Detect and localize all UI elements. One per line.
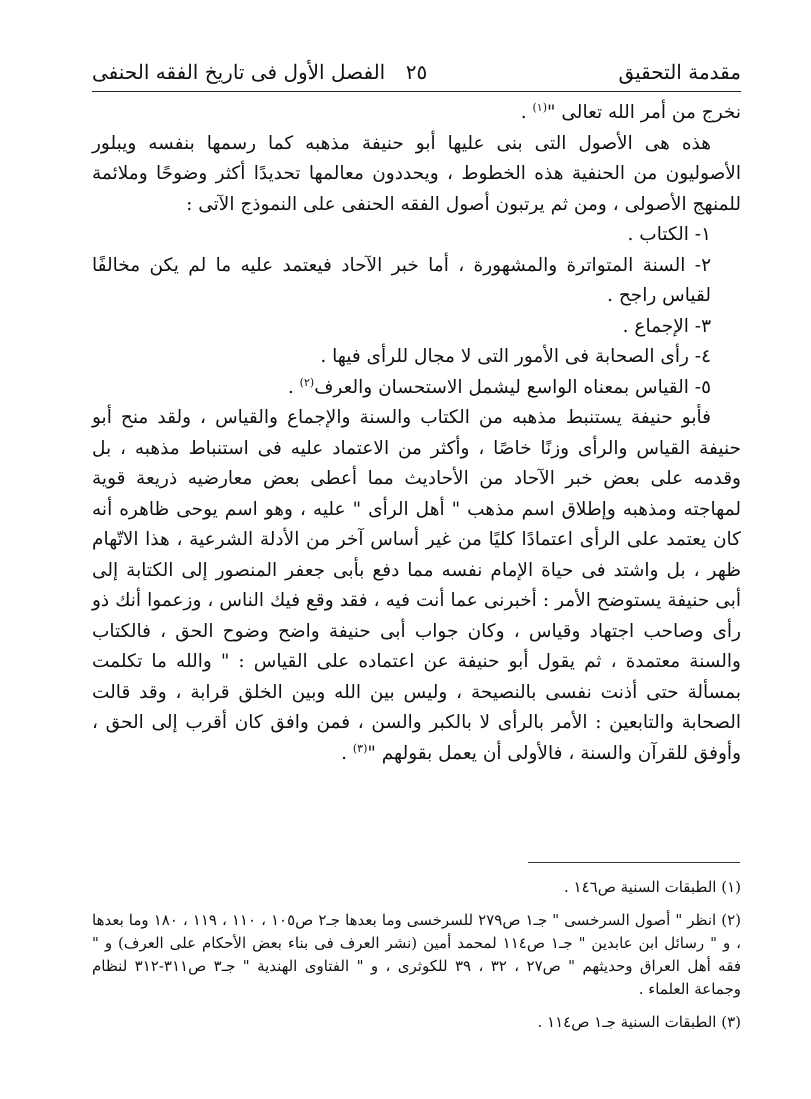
footnote-1: (١) الطبقات السنية ص١٤٦ . bbox=[564, 878, 741, 896]
list-item-4: ٤- رأى الصحابة فى الأمور التى لا مجال للرأى فيها . bbox=[320, 346, 711, 367]
paragraph-text: نخرج من أمر الله تعالى " bbox=[547, 102, 741, 123]
footnote-ref: (١) bbox=[532, 100, 547, 114]
header-rule bbox=[92, 91, 741, 92]
footnote-2: (٢) انظر " أصول السرخسى " جـ١ ص٢٧٩ للسرخسى وما بعدها جـ٢ ص١٠٥ ، ١١٠ ، ١١٩ ، ١٨٠ وما بعدها ، و " رسائل ابن عابدين " جـ١ ص١١٤ لمحمد أمين (نشر العرف فى بناء بعض الأحكام على العرف) و " فقه أهل العراق وحديثهم " ص٢٧ ، ٣٢ ، ٣٩ للكوثرى ، و " الفتاوى الهندية " جـ٣ ص٣١١-٣١٢ لنظام وجماعة العلماء . bbox=[92, 911, 742, 998]
punctuation: . bbox=[341, 742, 347, 764]
list-item-3: ٣- الإجماع . bbox=[622, 315, 711, 337]
paragraph-text: فأبو حنيفة يستنبط مذهبه من الكتاب والسنة والإجماع والقياس ، ولقد منح أبو حنيفة القياس والرأى وزنًا خاصًا ، وأكثر من الاعتماد عليه فى استنباط مذهبه ، بل وقدمه على بعض خبر الآحاد من الأحاديث مما أعطى بعض معارضيه ذريعة قوية لمهاجته ومذهبه وإطلاق اسم مذهب " أهل الرأى " عليه ، وهو اسم يوحى ظاهره أنه كان يعتمد على الرأى اعتمادًا كليًا من غير أساس آخر من الأدلة الشرعية ، هذا الاتّهام ظهر ، بل واشتد فى حياة الإمام نفسه مما دفع بأبى جعفر المنصور إلى الكتابة إلى أبى حنيفة يستوضح الأمر : أخبرنى عما أنت فيه ، فقد وقع فيك الناس ، وزعموا أنك ذو رأى وصاحب اجتهاد وقياس ، وكان جواب أبى حنيفة واضح وضوح الحق ، فالكتاب والسنة معتمدة ، ثم يقول أبو حنيفة عن اعتماده على القياس : " والله ما تكلمت بمسألة حتى أذنت نفسى بالنصيحة ، وليس بين الله وبين الخلق قرابة ، وقد قالت الصحابة والتابعين : الأمر بالرأى لا بالكبر والسن ، فمن وافق كان أقرب إلى الحق ، وأوفق للقرآن والسنة ، فالأولى أن يعمل بقولهم " bbox=[92, 407, 741, 764]
list-item-1: ١- الكتاب . bbox=[627, 224, 711, 245]
footnote-3: (٣) الطبقات السنية جـ١ ص١١٤ . bbox=[537, 1013, 741, 1031]
chapter-title: الفصل الأول فى تاريخ الفقه الحنفى bbox=[92, 60, 386, 84]
book-title: مقدمة التحقيق bbox=[618, 60, 741, 84]
main-text bbox=[92, 98, 741, 769]
footnotes bbox=[92, 876, 741, 1044]
list-item-2: ٢- السنة المتواترة والمشهورة ، أما خبر الآحاد فيعتمد عليه ما لم يكن مخالفًا لقياس راجح . bbox=[92, 254, 711, 306]
paragraph-principles-intro: هذه هى الأصول التى بنى عليها أبو حنيفة مذهبه كما رسمها بنفسه ويبلور الأصوليون من الحنفية هذه الخطوط ، ويحددون معالمها تحديدًا أكثر وضوحًا وملائمة للمنهج الأصولى ، ومن ثم يرتبون أصول الفقه الحنفى على النموذج الآتى : bbox=[92, 132, 741, 215]
footnote-ref: (٢) bbox=[299, 375, 315, 389]
page-header bbox=[92, 58, 741, 92]
page-number: ٢٥ bbox=[405, 60, 428, 84]
list-item-text: ٥- القياس بمعناه الواسع ليشمل الاستحسان والعرف bbox=[314, 376, 711, 398]
punctuation: . bbox=[520, 102, 527, 123]
paragraph-abu-hanifa bbox=[92, 403, 741, 769]
punctuation: . bbox=[287, 376, 294, 398]
list-item-5 bbox=[92, 373, 741, 404]
footnote-ref: (٣) bbox=[352, 741, 368, 755]
paragraph-continued bbox=[92, 98, 741, 129]
footnote-separator bbox=[528, 862, 740, 863]
